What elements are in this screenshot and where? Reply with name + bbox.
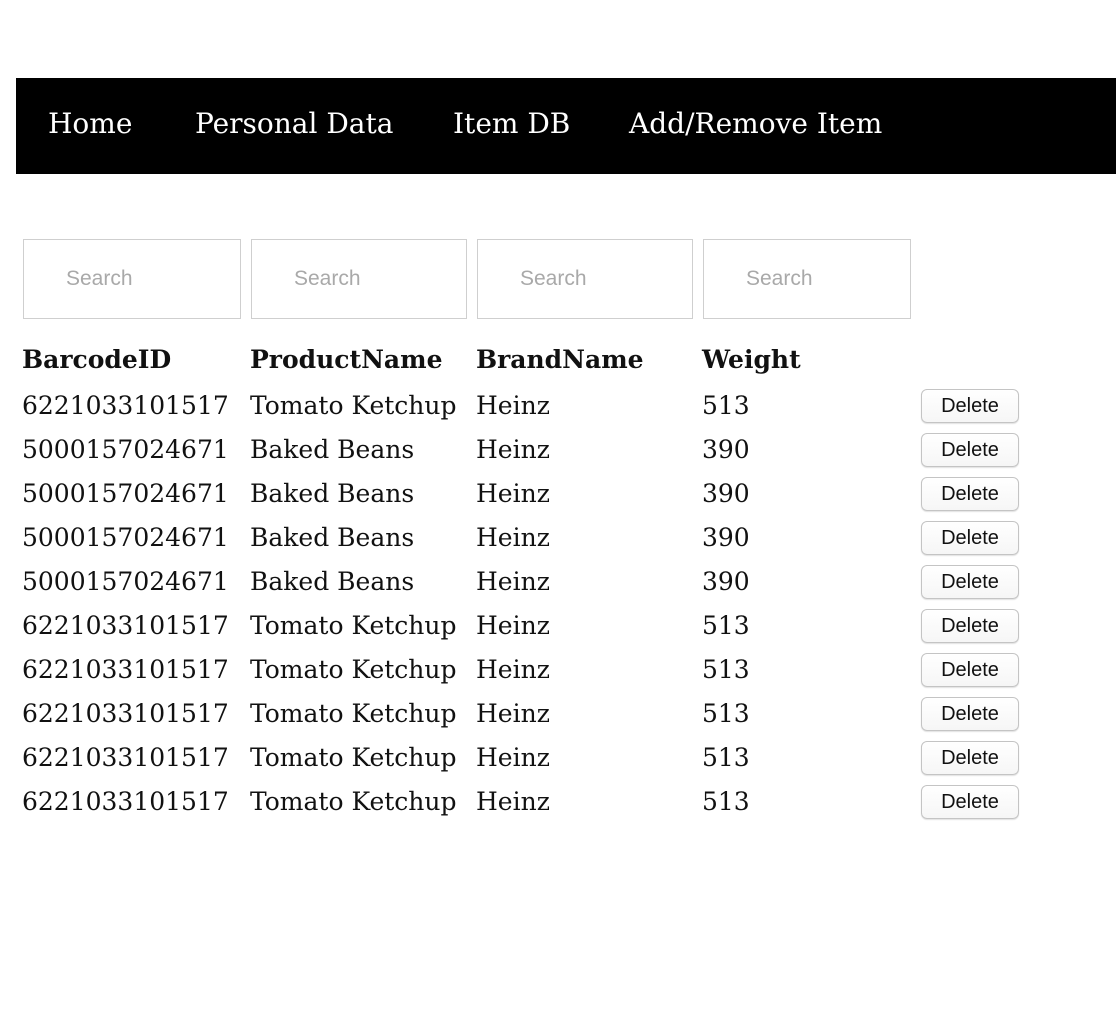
product-name-cell: Baked Beans [250, 567, 415, 596]
product-name-cell: Tomato Ketchup [250, 787, 457, 816]
weight-cell: 513 [702, 699, 750, 728]
delete-button[interactable]: Delete [921, 389, 1019, 423]
nav-item-item-db[interactable]: Item DB [453, 107, 571, 140]
brand-name-cell: Heinz [476, 611, 550, 640]
product-name-cell: Baked Beans [250, 523, 415, 552]
product-name-cell: Tomato Ketchup [250, 743, 457, 772]
delete-button[interactable]: Delete [921, 697, 1019, 731]
table-row [0, 472, 1116, 516]
table-row [0, 516, 1116, 560]
barcode-cell: 6221033101517 [22, 787, 229, 816]
table-row [0, 736, 1116, 780]
weight-cell: 513 [702, 787, 750, 816]
barcode-cell: 5000157024671 [22, 479, 229, 508]
item-table-body [0, 384, 1116, 824]
table-row [0, 648, 1116, 692]
delete-button[interactable]: Delete [921, 609, 1019, 643]
weight-cell: 390 [702, 435, 750, 464]
delete-button[interactable]: Delete [921, 477, 1019, 511]
brand-name-cell: Heinz [476, 435, 550, 464]
product-name-cell: Baked Beans [250, 479, 415, 508]
product-name-cell: Tomato Ketchup [250, 699, 457, 728]
weight-cell: 390 [702, 523, 750, 552]
table-row [0, 780, 1116, 824]
nav-item-home[interactable]: Home [48, 107, 133, 140]
barcode-cell: 6221033101517 [22, 655, 229, 684]
barcode-cell: 5000157024671 [22, 435, 229, 464]
delete-button[interactable]: Delete [921, 433, 1019, 467]
product-name-cell: Tomato Ketchup [250, 655, 457, 684]
delete-button[interactable]: Delete [921, 785, 1019, 819]
barcode-cell: 6221033101517 [22, 391, 229, 420]
delete-button[interactable]: Delete [921, 565, 1019, 599]
delete-button[interactable]: Delete [921, 521, 1019, 555]
column-header-product-name: ProductName [250, 345, 443, 374]
delete-button[interactable]: Delete [921, 741, 1019, 775]
weight-cell: 513 [702, 743, 750, 772]
brand-name-cell: Heinz [476, 523, 550, 552]
nav-item-add-remove-item[interactable]: Add/Remove Item [629, 107, 883, 140]
barcode-cell: 6221033101517 [22, 743, 229, 772]
column-header-barcode: BarcodeID [22, 345, 172, 374]
table-row [0, 604, 1116, 648]
barcode-cell: 6221033101517 [22, 611, 229, 640]
brand-name-cell: Heinz [476, 391, 550, 420]
barcode-cell: 5000157024671 [22, 523, 229, 552]
brand-name-cell: Heinz [476, 787, 550, 816]
weight-cell: 390 [702, 479, 750, 508]
delete-button[interactable]: Delete [921, 653, 1019, 687]
product-name-search-input[interactable] [251, 239, 467, 319]
column-header-weight: Weight [702, 345, 801, 374]
barcode-cell: 5000157024671 [22, 567, 229, 596]
barcode-cell: 6221033101517 [22, 699, 229, 728]
product-name-cell: Tomato Ketchup [250, 391, 457, 420]
table-row [0, 560, 1116, 604]
product-name-cell: Tomato Ketchup [250, 611, 457, 640]
brand-name-search-input[interactable] [477, 239, 693, 319]
product-name-cell: Baked Beans [250, 435, 415, 464]
brand-name-cell: Heinz [476, 567, 550, 596]
brand-name-cell: Heinz [476, 479, 550, 508]
weight-cell: 390 [702, 567, 750, 596]
brand-name-cell: Heinz [476, 655, 550, 684]
brand-name-cell: Heinz [476, 743, 550, 772]
weight-cell: 513 [702, 391, 750, 420]
weight-cell: 513 [702, 611, 750, 640]
column-header-brand-name: BrandName [476, 345, 644, 374]
barcode-search-input[interactable] [23, 239, 241, 319]
table-row [0, 428, 1116, 472]
nav-item-personal-data[interactable]: Personal Data [195, 107, 394, 140]
weight-search-input[interactable] [703, 239, 911, 319]
table-row [0, 692, 1116, 736]
top-navbar [16, 78, 1116, 174]
brand-name-cell: Heinz [476, 699, 550, 728]
weight-cell: 513 [702, 655, 750, 684]
table-row [0, 384, 1116, 428]
